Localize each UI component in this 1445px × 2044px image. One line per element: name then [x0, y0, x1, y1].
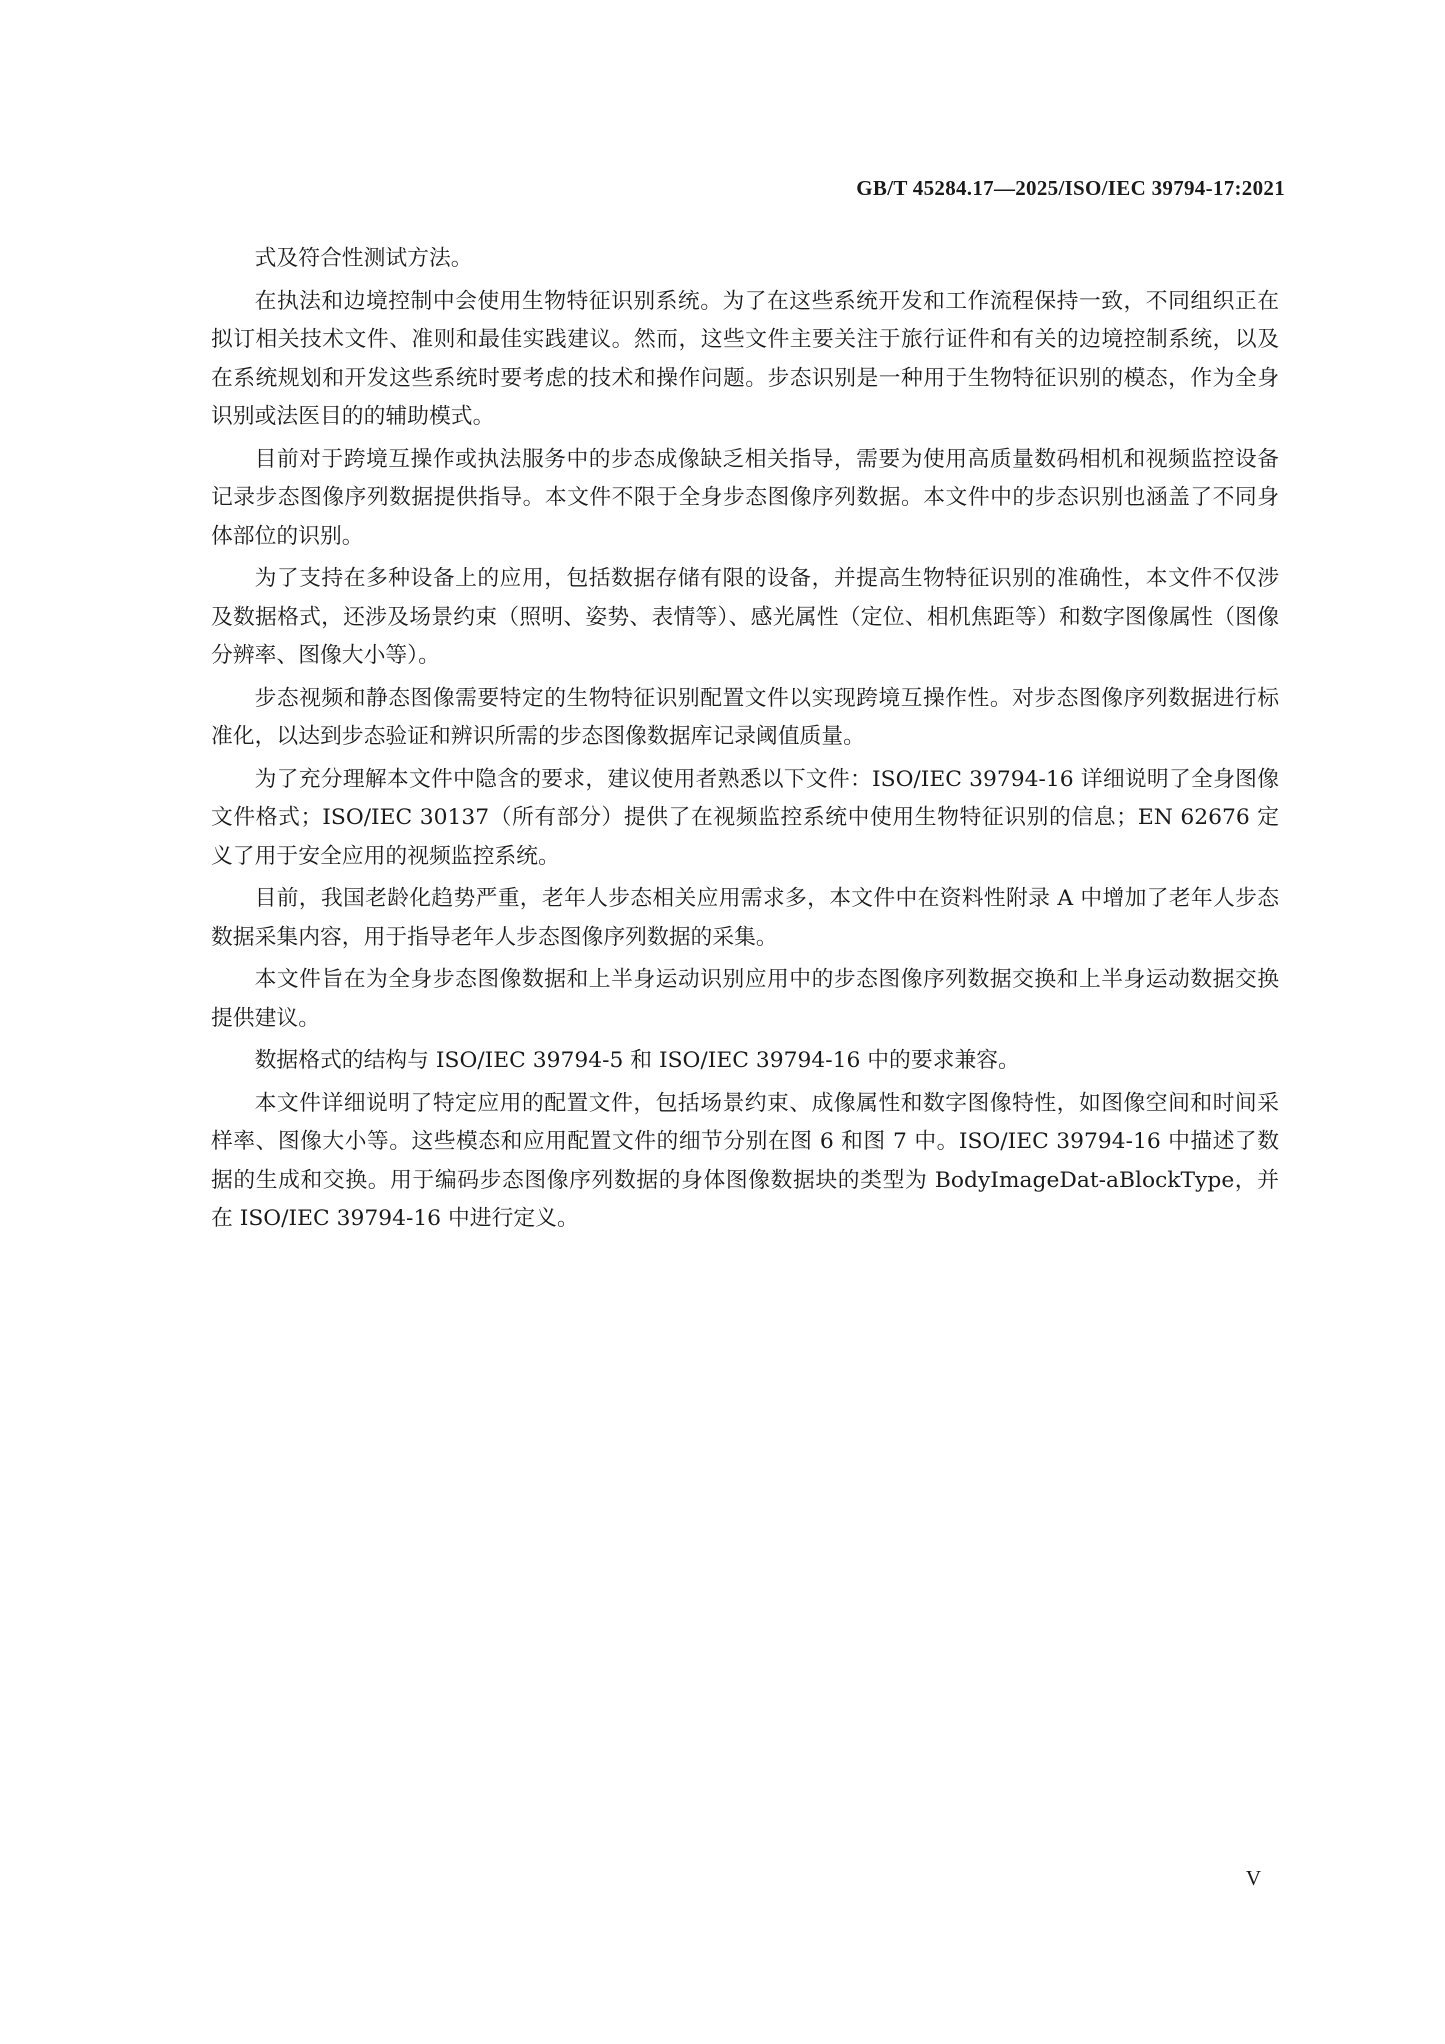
paragraph: 数据格式的结构与 ISO/IEC 39794-5 和 ISO/IEC 39794-16 中的要求兼容。	[254, 1048, 1020, 1073]
paragraph: 在执法和边境控制中会使用生物特征识别系统。为了在这些系统开发和工作流程保持一致，不同组织正在拟订相关技术文件、准则和最佳实践建议。然而，这些文件主要关注于旅行证件和有关的边境控制系统，以及在系统规划和开发这些系统时要考虑的技术和操作问题。步态识别是一种用于生物特征识别的模态，作为全身识别或法医目的的辅助模式。	[211, 288, 1279, 429]
document-header: GB/T 45284.17—2025/ISO/IEC 39794-17:2021	[856, 176, 1285, 200]
paragraph: 步态视频和静态图像需要特定的生物特征识别配置文件以实现跨境互操作性。对步态图像序列数据进行标准化，以达到步态验证和辨识所需的步态图像数据库记录阈值质量。	[211, 685, 1279, 749]
paragraph: 目前对于跨境互操作或执法服务中的步态成像缺乏相关指导，需要为使用高质量数码相机和视频监控设备记录步态图像序列数据提供指导。本文件不限于全身步态图像序列数据。本文件中的步态识别也涵盖了不同身体部位的识别。	[211, 446, 1279, 549]
document-body	[211, 240, 1279, 1243]
paragraph: 目前，我国老龄化趋势严重，老年人步态相关应用需求多，本文件中在资料性附录 A 中增加了老年人步态数据采集内容，用于指导老年人步态图像序列数据的采集。	[211, 886, 1279, 950]
paragraph: 为了充分理解本文件中隐含的要求，建议使用者熟悉以下文件：ISO/IEC 39794-16 详细说明了全身图像文件格式；ISO/IEC 30137（所有部分）提供了在视频监控系统中使用生物特征识别的信息；EN 62676 定义了用于安全应用的视频监控系统。	[211, 766, 1279, 869]
paragraph: 本文件旨在为全身步态图像数据和上半身运动识别应用中的步态图像序列数据交换和上半身运动数据交换提供建议。	[211, 967, 1279, 1031]
paragraph: 式及符合性测试方法。	[254, 246, 473, 271]
page-number: V	[1245, 1866, 1261, 1890]
paragraph: 本文件详细说明了特定应用的配置文件，包括场景约束、成像属性和数字图像特性，如图像空间和时间采样率、图像大小等。这些模态和应用配置文件的细节分别在图 6 和图 7 中。ISO/IEC 39794-16 中描述了数据的生成和交换。用于编码步态图像序列数据的身体图像数据块的类型为 BodyImageDat-aBlockType，并在 ISO/IEC 39794-16 中进行定义。	[211, 1090, 1279, 1231]
paragraph: 为了支持在多种设备上的应用，包括数据存储有限的设备，并提高生物特征识别的准确性，本文件不仅涉及数据格式，还涉及场景约束（照明、姿势、表情等）、感光属性（定位、相机焦距等）和数字图像属性（图像分辨率、图像大小等）。	[211, 566, 1279, 668]
